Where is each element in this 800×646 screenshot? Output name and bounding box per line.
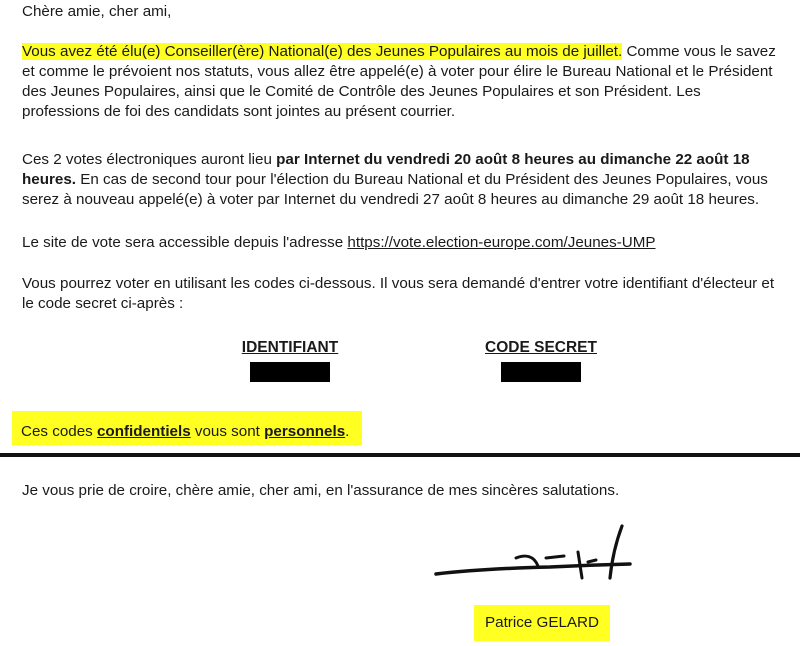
notice-text: Ces codes [21, 423, 97, 440]
notice-confidential-word: confidentiels [96, 423, 191, 440]
paragraph-election-notice [22, 42, 782, 122]
codes-block [0, 338, 800, 388]
vote-dates-bold: par Internet du vendredi 20 août 8 heures au dimanche 22 août 18 heures. [22, 151, 750, 188]
highlighted-election-statement: Vous avez été élu(e) Conseiller(ère) National(e) des Jeunes Populaires au mois de juillet. [22, 43, 623, 60]
notice-text: . [345, 423, 350, 440]
secret-code-column [476, 338, 606, 382]
notice-personal-word: personnels [264, 423, 346, 440]
secret-code-label: CODE SECRET [485, 339, 597, 356]
closing-salutation: Je vous prie de croire, chère amie, cher ami, en l'assurance de mes sincères salutations. [22, 482, 620, 499]
paragraph-codes-intro: Vous pourrez voter en utilisant les codes ci-dessous. Il vous sera demandé d'entrer votre identifiant d'électeur et le code secret ci-après : [22, 275, 775, 312]
greeting: Chère amie, cher ami, [22, 3, 172, 20]
paragraph-lead: Le site de vote sera accessible depuis l'adresse [22, 234, 348, 251]
handwritten-signature [430, 518, 660, 588]
identifier-redaction [250, 362, 330, 382]
identifier-column [228, 338, 352, 382]
notice-text: vous sont [190, 423, 265, 440]
signer-name: Patrice GELARD [474, 605, 610, 641]
confidential-notice [12, 411, 362, 445]
secret-code-redaction [501, 362, 581, 382]
identifier-label: IDENTIFIANT [241, 339, 339, 356]
paragraph-body: En cas de second tour pour l'élection du Bureau National et du Président des Jeunes Populaires, vous serez à nouveau appelé(e) à voter par Internet du vendredi 27 août 8 heures au dimanche 29 août 18 heures. [22, 171, 768, 208]
paragraph-vote-dates [22, 150, 782, 210]
paragraph-vote-site [22, 233, 782, 253]
paragraph-lead: Ces 2 votes électroniques auront lieu [22, 151, 277, 168]
vote-site-link[interactable]: https://vote.election-europe.com/Jeunes-UMP [347, 234, 656, 251]
paragraph-body: Comme vous le savez et comme le prévoient nos statuts, vous allez être appelé(e) à voter pour élire le Bureau National et le Président des Jeunes Populaires, ainsi que le Comité de Contrôle des Jeunes Populaires et son Président. Les professions de foi des candidats sont jointes au présent courrier. [22, 43, 776, 120]
section-divider [0, 453, 800, 457]
